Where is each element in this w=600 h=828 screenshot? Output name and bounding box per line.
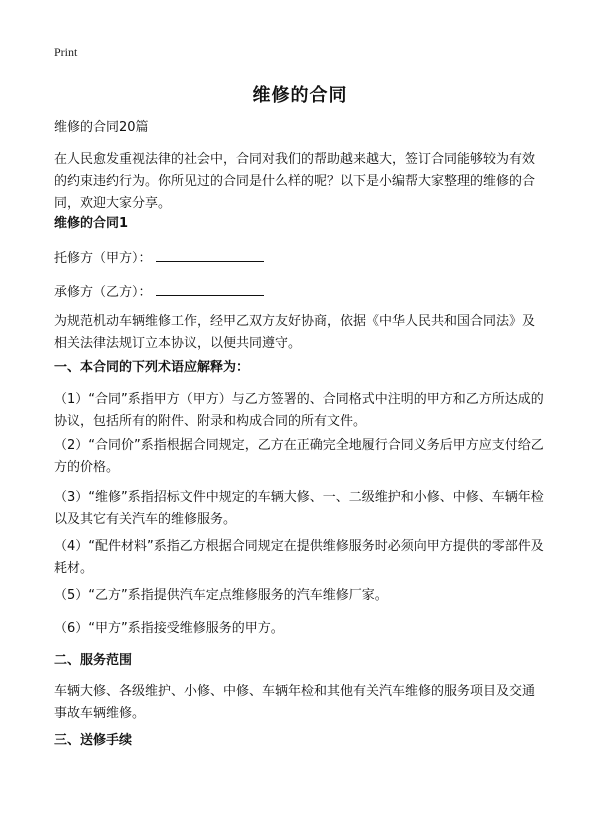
party-b-line	[54, 281, 546, 304]
definition-item: （6）“甲方”系指接受维修服务的甲方。	[54, 621, 284, 636]
definition-item: （1）“合同”系指甲方（甲方）与乙方签署的、合同格式中注明的甲方和乙方所达成的协议，包括所有的附件、附录和构成合同的所有文件。	[54, 392, 544, 429]
party-b-label: 承修方（乙方）：	[54, 285, 152, 300]
party-b-blank	[156, 281, 264, 296]
preamble-paragraph: 为规范机动车辆维修工作，经甲乙双方友好协商，依据《中华人民共和国合同法》及相关法律法规订立本协议，以便共同遵守。	[54, 314, 536, 351]
clause-heading: 一、本合同的下列术语应解释为：	[54, 360, 250, 375]
intro-paragraph: 在人民愈发重视法律的社会中，合同对我们的帮助越来越大，签订合同能够较为有效的约束违约行为。你所见过的合同是什么样的呢？以下是小编帮大家整理的维修的合同，欢迎大家分享。	[54, 152, 536, 211]
definition-item: （5）“乙方”系指提供汽车定点维修服务的汽车维修厂家。	[54, 588, 388, 603]
clause-heading: 三、送修手续	[54, 733, 133, 748]
party-a-blank	[156, 247, 264, 262]
subtitle: 维修的合同20篇	[54, 120, 149, 135]
clause-heading: 二、服务范围	[54, 653, 133, 668]
page-title: 维修的合同	[252, 85, 348, 106]
service-scope-paragraph: 车辆大修、各级维护、小修、中修、车辆年检和其他有关汽车维修的服务项目及交通事故车辆维修。	[54, 684, 536, 721]
definition-item: （3）“维修”系指招标文件中规定的车辆大修、一、二级维护和小修、中修、车辆年检以及其它有关汽车的维修服务。	[54, 490, 544, 527]
definition-item: （2）“合同价”系指根据合同规定，乙方在正确完全地履行合同义务后甲方应支付给乙方的价格。	[54, 438, 544, 475]
print-link[interactable]: Print	[54, 45, 78, 59]
section-heading: 维修的合同1	[54, 216, 129, 231]
party-a-label: 托修方（甲方）：	[54, 251, 152, 266]
party-a-line	[54, 247, 546, 270]
definition-item: （4）“配件材料”系指乙方根据合同规定在提供维修服务时必须向甲方提供的零部件及耗材。	[54, 539, 544, 576]
